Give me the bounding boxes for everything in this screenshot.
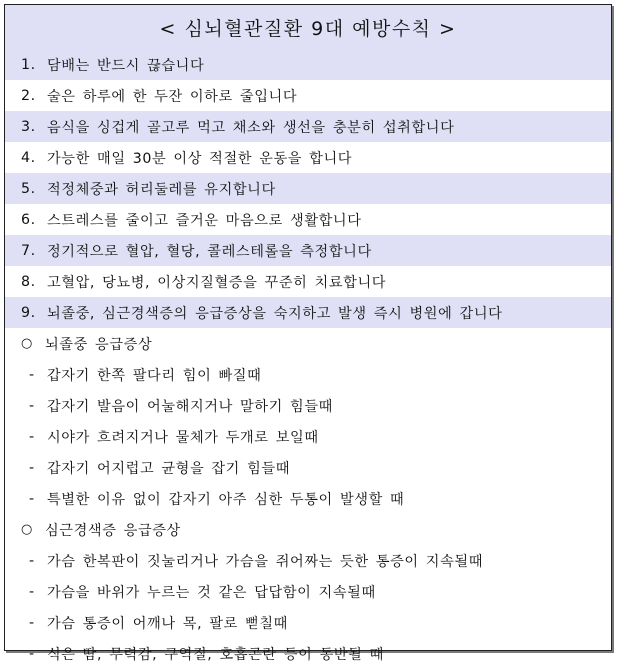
dash-bullet: - (29, 490, 35, 507)
symptom-text: 가슴을 바위가 누르는 것 같은 답답함이 지속될때 (47, 584, 376, 601)
rule-item (5, 49, 611, 80)
rule-text: 가능한 매일 30분 이상 적절한 운동을 합니다 (47, 150, 353, 167)
rule-text: 담배는 반드시 끊습니다 (47, 57, 205, 74)
rule-text: 뇌졸중, 심근경색증의 응급증상을 숙지하고 발생 즉시 병원에 갑니다 (47, 305, 503, 322)
symptom-item (5, 390, 611, 421)
rule-text: 스트레스를 줄이고 즐거운 마음으로 생활합니다 (47, 212, 362, 229)
rule-number: 1. (21, 56, 36, 73)
rule-number: 2. (21, 87, 36, 104)
symptom-item (5, 452, 611, 483)
symptom-text: 가슴 한복판이 짓눌리거나 가슴을 쥐어짜는 듯한 통증이 지속될때 (47, 553, 484, 570)
symptom-text: 가슴 통증이 어깨나 목, 팔로 뻗칠때 (47, 615, 288, 632)
rule-number: 3. (21, 118, 36, 135)
rule-item (5, 266, 611, 298)
rule-item (5, 297, 611, 328)
dash-bullet: - (29, 583, 35, 600)
section-heading-text: 심근경색증 응급증상 (45, 522, 181, 539)
prevention-rules-box (4, 4, 612, 663)
rule-item (5, 173, 611, 204)
symptom-item (5, 359, 611, 390)
symptom-item (5, 545, 611, 576)
symptom-item (5, 576, 611, 607)
symptom-item (5, 421, 611, 452)
section-heading-text: 뇌졸중 응급증상 (45, 336, 153, 353)
rule-text: 음식을 싱겁게 골고루 먹고 채소와 생선을 충분히 섭취합니다 (47, 119, 455, 136)
rule-number: 7. (21, 242, 36, 259)
rule-text: 적정체중과 허리둘레를 유지합니다 (47, 181, 276, 198)
dash-bullet: - (29, 459, 35, 476)
rule-item (5, 235, 611, 266)
symptom-item (5, 483, 611, 514)
rule-item (5, 111, 611, 142)
rule-item (5, 80, 611, 112)
rule-text: 술은 하루에 한 두잔 이하로 줄입니다 (47, 88, 298, 105)
symptom-item (5, 638, 611, 669)
dash-bullet: - (29, 366, 35, 383)
rule-text: 고혈압, 당뇨병, 이상지질혈증을 꾸준히 치료합니다 (47, 274, 387, 291)
rules-content (5, 49, 611, 663)
heart-section-heading (5, 514, 611, 545)
page-title: < 심뇌혈관질환 9대 예방수칙 > (5, 5, 611, 50)
rule-number: 8. (21, 273, 36, 290)
rule-number: 5. (21, 180, 36, 197)
rule-item (5, 142, 611, 174)
stroke-section-heading (5, 328, 611, 359)
dash-bullet: - (29, 552, 35, 569)
dash-bullet: - (29, 614, 35, 631)
dash-bullet: - (29, 397, 35, 414)
rule-number: 9. (21, 304, 36, 321)
symptom-item (5, 607, 611, 638)
rule-number: 6. (21, 211, 36, 228)
symptom-text: 시야가 흐려지거나 물체가 두개로 보일때 (47, 429, 319, 446)
rule-text: 정기적으로 혈압, 혈당, 콜레스테롤을 측정합니다 (47, 243, 372, 260)
symptom-text: 갑자기 발음이 어눌해지거나 말하기 힘들때 (47, 398, 333, 415)
symptom-text: 특별한 이유 없이 갑자기 아주 심한 두통이 발생할 때 (47, 491, 405, 508)
symptom-text: 갑자기 한쪽 팔다리 힘이 빠질때 (47, 367, 262, 384)
symptom-text: 식은 땀, 무력감, 구역질, 호흡곤란 등이 동반될 때 (47, 646, 384, 663)
rule-number: 4. (21, 149, 36, 166)
circle-bullet-icon: ○ (21, 522, 33, 537)
rule-item (5, 204, 611, 236)
dash-bullet: - (29, 645, 35, 662)
dash-bullet: - (29, 428, 35, 445)
circle-bullet-icon: ○ (21, 336, 33, 351)
symptom-text: 갑자기 어지럽고 균형을 잡기 힘들때 (47, 460, 291, 477)
